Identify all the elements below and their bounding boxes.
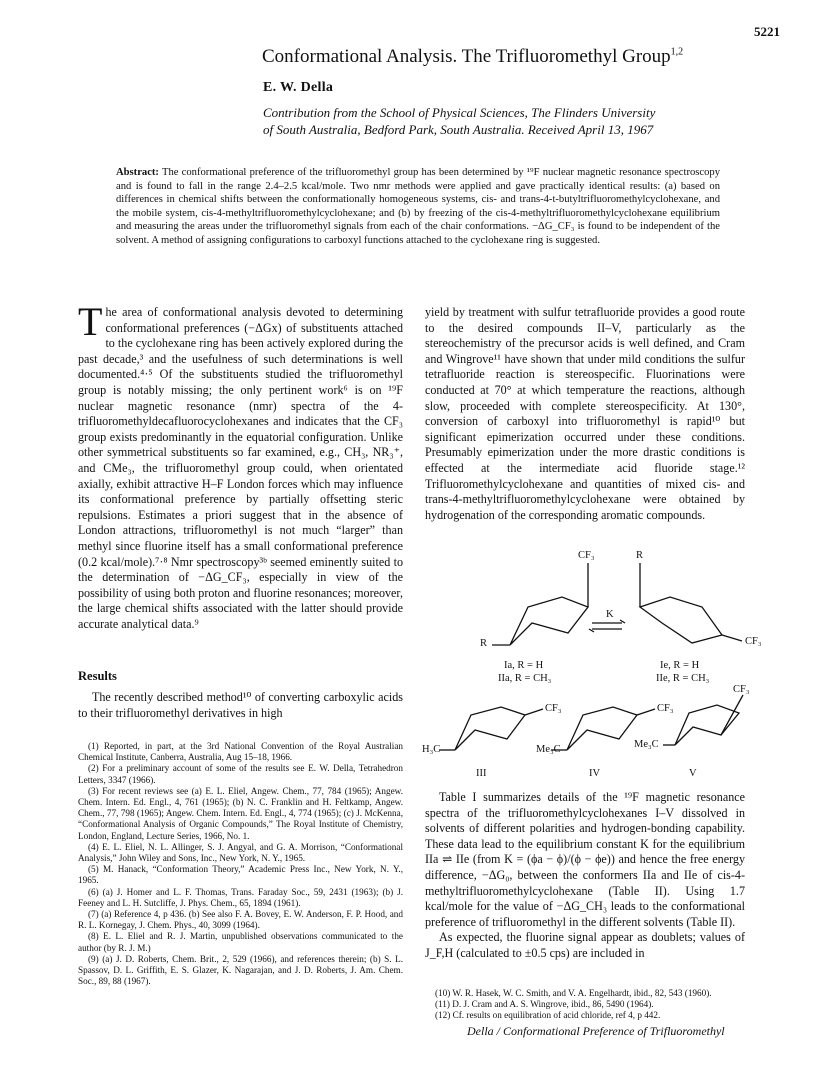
abstract-text: The conformational preference of the trifluoromethyl group has been determined by ¹⁹F nuclear magnetic resonance spectroscopy and is found to fall in the range 2.4–2.5 kcal/mole. Two nmr methods were applied and gave practically identical results: (a) based on differences in chemical shifts between the conformationally homogeneous systems, cis- and trans-4-t-butyltrifluoromethylcyclohexane, and the mobile system, cis-4-methyltrifluoromethylcyclohexane; and (b) by freezing of the cis-4-methyltrifluoromethylcyclohexane equilibrium and measuring the areas under the trifluoromethyl signals from each of the chair conformations. −ΔG_CF₃ is found to be independent of the solvent. A method of assigning configurations to carboxyl functions attached to the cyclohexane ring is suggested. bbox=[116, 167, 720, 246]
title-text: Conformational Analysis. The Trifluoromethyl Group bbox=[262, 46, 671, 67]
label-iii: III bbox=[476, 768, 487, 779]
footnote: (11) D. J. Cram and A. S. Wingrove, ibid., 86, 5490 (1964). bbox=[435, 999, 654, 1010]
footnote: (5) M. Hanack, “Conformation Theory,” Academic Press Inc., New York, N. Y., 1965. bbox=[78, 864, 403, 886]
drop-cap: T bbox=[78, 299, 103, 344]
footnote: (6) (a) J. Homer and L. F. Thomas, Trans. Faraday Soc., 59, 2431 (1963); (b) J. Feeney and L. H. Sutcliffe, J. Phys. Chem., 65, 1894 (1961). bbox=[78, 886, 403, 908]
footnote: (10) W. R. Hasek, W. C. Smith, and V. A. Engelhardt, ibid., 82, 543 (1960). bbox=[435, 988, 712, 998]
label-ia: Ia, R = H bbox=[504, 660, 544, 671]
right-paragraph-1: yield by treatment with sulfur tetrafluoride provides a good route to the desired compounds II–V, particularly as the stereochemistry of the precursor acids is well defined, and Cram and Wingrove¹¹ have shown that under mild conditions the sulfur tetrafluoride reaction is stereospecific. Fluorinations were conducted at 70° at which temperature the reactions, although slow, proceeded with complete stereospecificity. At 130°, conversion of carboxyl into trifluoromethyl is rapid¹⁰ but significant epimerization occurred under these conditions. Presumably epimerization under the more drastic conditions is effected at the intermediate acid fluoride stage.¹² Trifluoromethylcyclohexane and quantities of mixed cis- and trans-4-methyltrifluoromethylcyclohexane were obtained by hydrogenation of the corresponding aromatic compounds. bbox=[425, 305, 745, 522]
table-paragraph: Table I summarizes details of the ¹⁹F magnetic resonance spectra of the trifluoromethylcyclohexanes I–V dissolved in solvents of different polarities and hydrogen-bonding capability. These data lead to the equilibrium constant K for the equilibrium IIa ⇌ IIe (from K = (ϕa − ϕ)/(ϕ − ϕe)) and hence the free energy difference, −ΔG₀, between the conformers IIa and IIe of cis-4-methyltrifluoromethylcyclohexane (Table II). Using 1.7 kcal/mole for the value of −ΔG_CH₃ leads to the conformational preference of trifluoromethyl in the different solvents (Table II). bbox=[425, 790, 745, 929]
affiliation-line-2: of South Australia, Bedford Park, South Australia. Received April 13, 1967 bbox=[263, 122, 654, 137]
label-iie: IIe, R = CH₃ bbox=[656, 673, 710, 684]
results-text: The recently described method¹⁰ of converting carboxylic acids to their trifluoromethyl derivatives in high bbox=[78, 690, 403, 720]
label-iv: IV bbox=[589, 768, 601, 779]
label-ie: Ie, R = H bbox=[660, 660, 700, 671]
title-refs: 1,2 bbox=[670, 46, 684, 58]
table-paragraph-2: As expected, the fluorine signal appear as doublets; values of J_F,H (calculated to ±0.5 cps) are included in bbox=[425, 930, 745, 960]
cf3-label-ia: CF₃ bbox=[578, 550, 595, 561]
abstract bbox=[116, 166, 720, 248]
footnote: (9) (a) J. D. Roberts, Chem. Brit., 2, 529 (1966), and references therein; (b) S. L. Spassov, D. L. Griffith, E. S. Glazer, K. Nagarajan, and J. D. Roberts, J. Am. Chem. Soc., 89, 88 (1967). bbox=[78, 953, 403, 987]
label-v: V bbox=[689, 768, 697, 779]
cf3-label-iv: CF₃ bbox=[657, 703, 674, 714]
cf3-label-iii: CF₃ bbox=[545, 703, 562, 714]
me3c-label-v: Me₃C bbox=[634, 739, 659, 750]
abstract-label: Abstract: bbox=[116, 167, 159, 178]
table-discussion bbox=[425, 790, 745, 962]
article-title bbox=[262, 46, 683, 68]
cf3-label-ie: CF₃ bbox=[745, 636, 762, 647]
footnote: (3) For recent reviews see (a) E. L. Eliel, Angew. Chem., 77, 784 (1965); Angew. Chem. Intern. Ed. Engl., 4, 761 (1965); (b) N. C. Franklin and H. Feltkamp, Angew. Chem., 77, 798 (1965); Angew. Chem. Intern. Ed. Engl., 4, 774 (1965); (c) J. McKenna, “Conformational Analysis of Organic Compounds,” The Royal Institute of Chemistry, London, England, Lecture Series, 1966, No. 1. bbox=[78, 785, 403, 841]
affiliation-line-1: Contribution from the School of Physical Sciences, The Flinders University bbox=[263, 105, 656, 120]
results-paragraph bbox=[78, 690, 403, 721]
author: E. W. Della bbox=[263, 80, 334, 95]
left-column bbox=[78, 299, 403, 632]
intro-text: he area of conformational analysis devoted to determining conformational preferences (−ΔGx) of substituents attached to the cyclohexane ring has been actively explored during the past decade,³ and the usefulness of such determinations is well documented.⁴·⁵ Of the substituents studied the trifluoromethyl group is notably missing; the only pertinent work⁶ is on ¹⁹F nuclear magnetic resonance (nmr) spectra of the 4-trifluoromethyldecafluorocyclohexanes and indicates that the CF₃ group exists predominantly in the equatorial configuration. Unlike other symmetrical substituents so far examined, e.g., CH₃, NR₃⁺, and CMe₃, the trifluoromethyl group could, when orientated axially, exhibit attractive H–F London forces which may influence its conformational preference by partially offsetting steric repulsions. Estimates a priori suggest that in the absence of London attractions, trifluoromethyl is not much “larger” than methyl since fluorine itself has a small conformational preference (0.2 kcal/mole).⁷·⁸ Nmr spectroscopy³ᵇ seemed eminently suited to the determination of −ΔG_CF₃, especially in view of the possibility of using both proton and fluorine resonances; moreover, the large chemical shifts associated with the latter should provide accurate analytical data.⁹ bbox=[78, 305, 403, 631]
footnote: (7) (a) Reference 4, p 436. (b) See also F. A. Bovey, E. W. Anderson, F. P. Hood, and R. L. Kornegay, J. Chem. Phys., 40, 3099 (1964). bbox=[78, 909, 403, 931]
running-footer: Della / Conformational Preference of Trifluoromethyl bbox=[467, 1024, 725, 1038]
r-label-ia: R bbox=[480, 638, 488, 649]
footnote: (12) Cf. results on equilibration of acid chloride, ref 4, p 442. bbox=[435, 1010, 661, 1021]
results-heading: Results bbox=[78, 669, 117, 683]
right-column bbox=[425, 305, 745, 523]
footnote: (2) For a preliminary account of some of the results see E. W. Della, Tetrahedron Letters, 3347 (1966). bbox=[78, 763, 403, 785]
label-iia: IIa, R = CH₃ bbox=[498, 673, 552, 684]
footnotes-right bbox=[425, 988, 745, 1022]
structures-iii-iv-v bbox=[425, 685, 755, 775]
cf3-label-v: CF₃ bbox=[733, 684, 750, 695]
footnote: (1) Reported, in part, at the 3rd National Convention of the Royal Australian Chemical Institute, Canberra, Australia, Aug 15–18, 1966. bbox=[78, 741, 403, 763]
intro-paragraph bbox=[78, 299, 403, 632]
affiliation bbox=[263, 104, 763, 138]
footnote: (4) E. L. Eliel, N. L. Allinger, S. J. Angyal, and G. A. Morrison, “Conformational Analysis,” John Wiley and Sons, Inc., New York, N. Y., 1965. bbox=[78, 841, 403, 864]
h3c-label: H₃C bbox=[422, 744, 441, 755]
page-number: 5221 bbox=[754, 24, 780, 39]
footnote: (8) E. L. Eliel and R. J. Martin, unpublished observations communicated to the author (by R. J. M.) bbox=[78, 931, 403, 953]
k-label: K bbox=[606, 609, 614, 620]
equilibrium-scheme bbox=[470, 545, 780, 675]
r-label-ie: R bbox=[636, 550, 644, 561]
footnotes-left bbox=[78, 741, 403, 987]
me3c-label-iv: Me₃C bbox=[536, 744, 561, 755]
